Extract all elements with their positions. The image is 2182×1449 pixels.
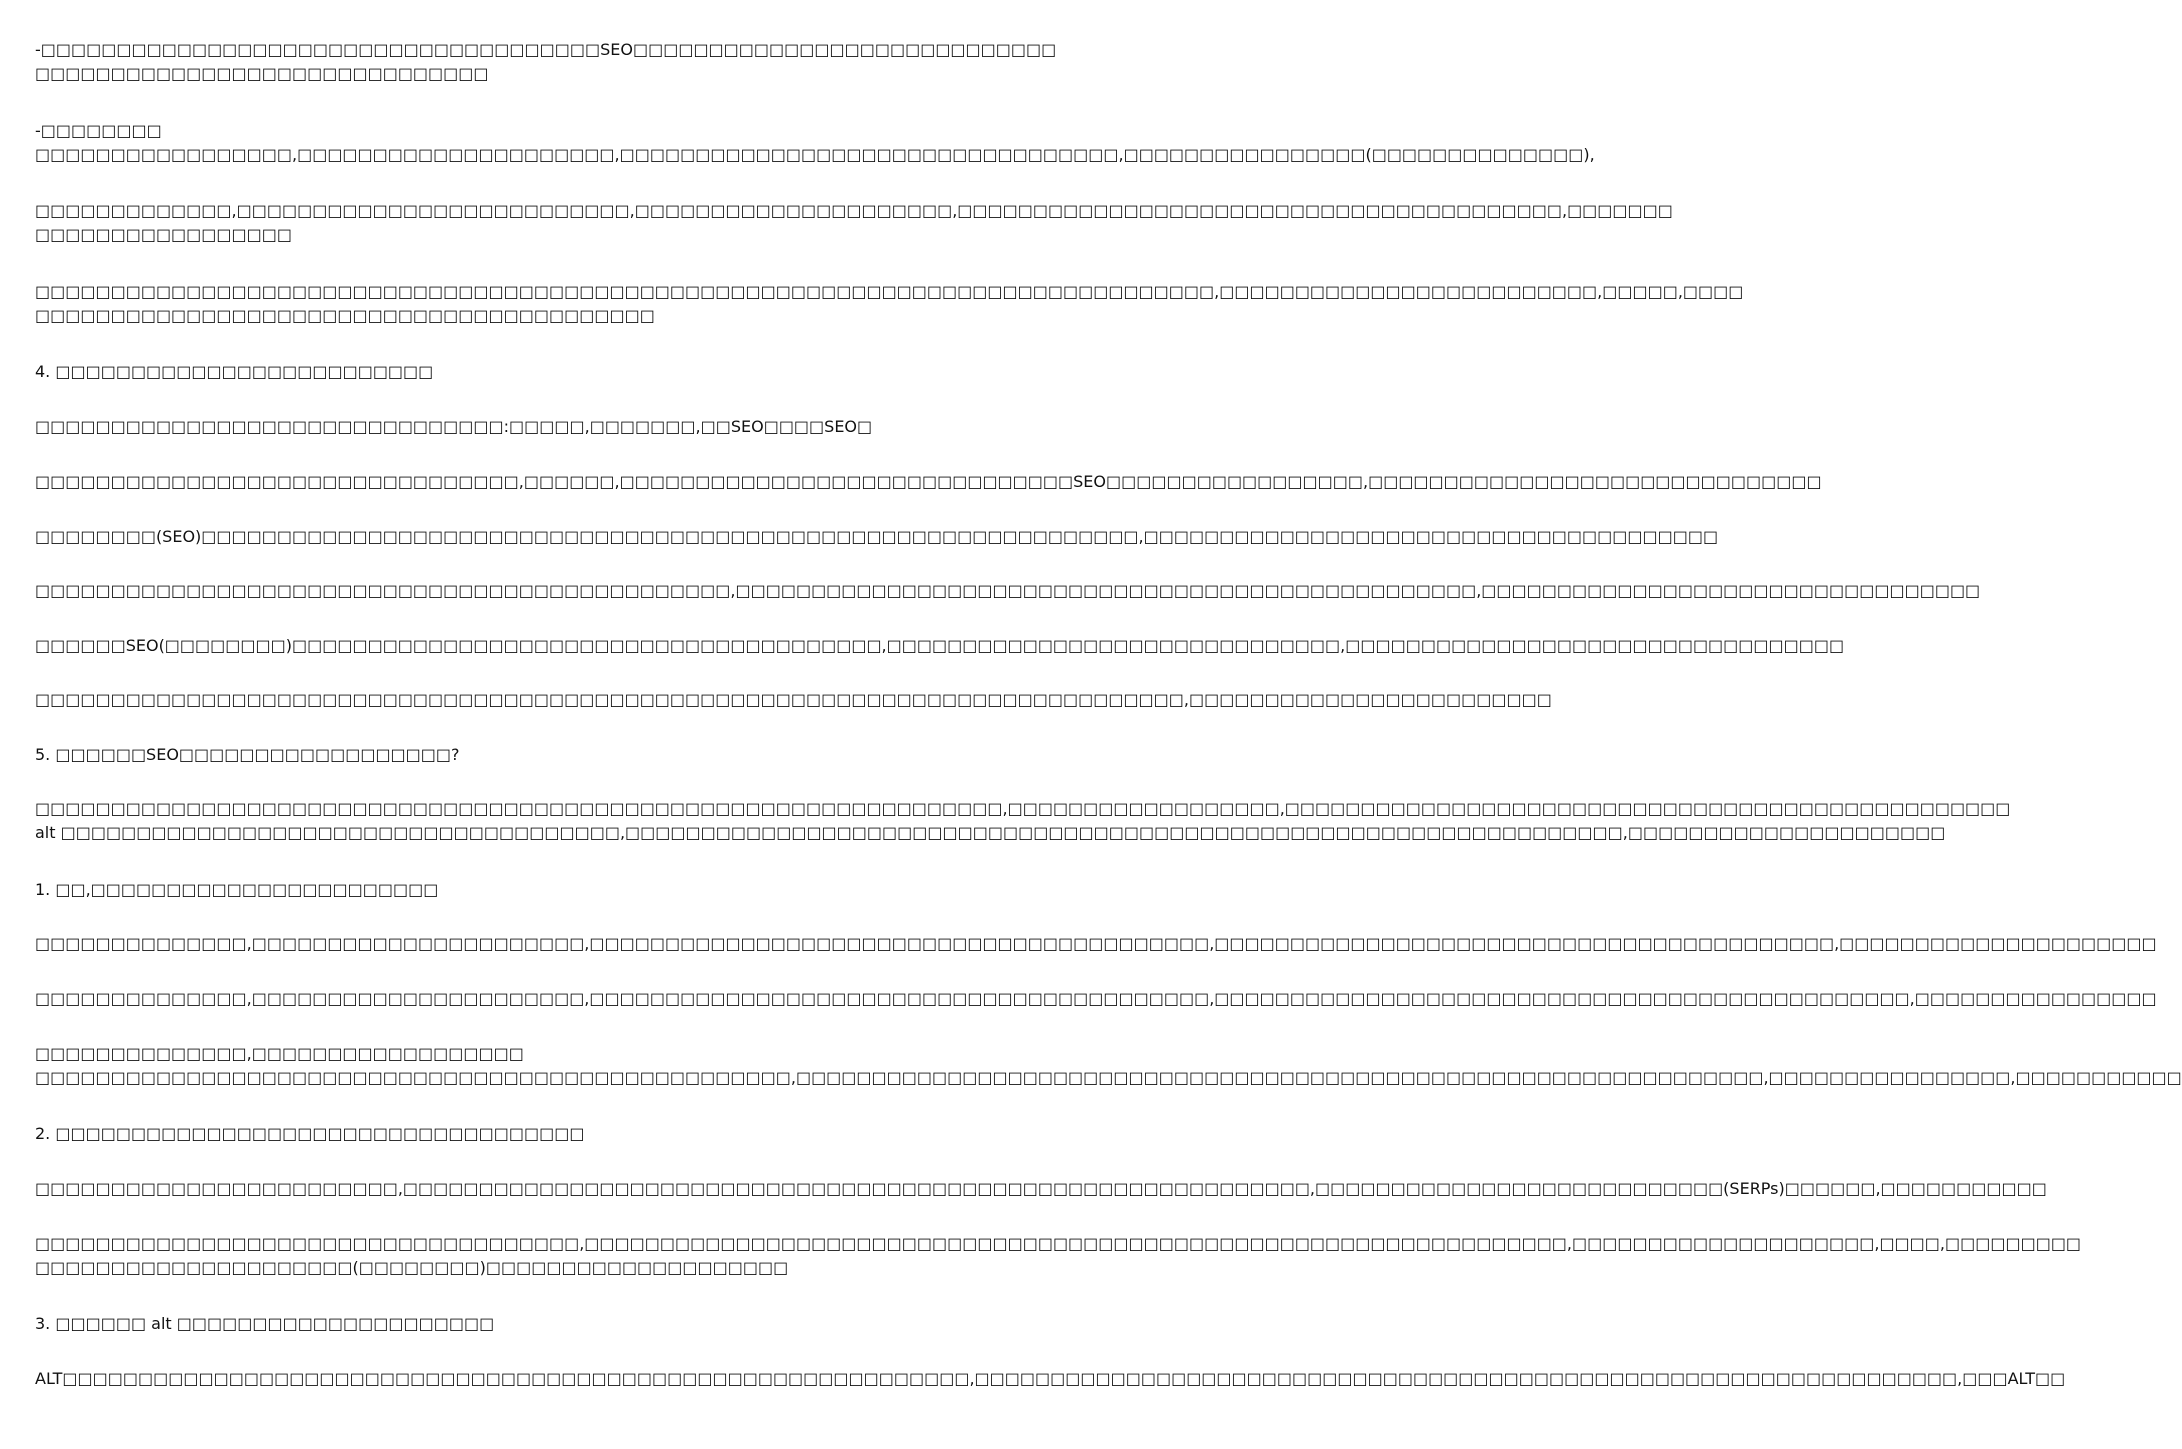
text-line: □□□□□□□□□□□□□□□□□□□□□□□□□□□□□□: [35, 64, 489, 83]
paragraph: [35, 1177, 2047, 1201]
paragraph: [35, 1232, 2082, 1280]
text-line: □□□□□□□□□□□□□□,□□□□□□□□□□□□□□□□□□: [35, 1044, 524, 1063]
text-line: □□□□□□□□□□□□□□□□□□□□□□□□□□□□□□□□□□□□□□□□□□□□□□,□□□□□□□□□□□□□□□□□□□□□□□□□□□□□□□□□□□□□□□□□□□□□□□□□,□□□□□□□□□□□□□□□□□□□□□□□□□□□□□□□□□: [35, 581, 1981, 600]
paragraph: [35, 688, 1552, 712]
paragraph: [35, 199, 1673, 247]
text-line: □□□□□□□□□□□□□□□□□□□□□□□□□□□□□□□□□□□□□□□□□□□□□□□□□□□□□□□□□□□□□□□□,□□□□□□□□□□□□□□□□□□,□□□□□□□□□□□□□□□□□□□□□□□□□□□□□□□□□□□□□□□□□□□□□□□□: [35, 799, 2011, 818]
paragraph: [35, 579, 1981, 603]
paragraph: [35, 987, 2157, 1011]
text-line: □□□□□□□□□□□□□□□□□□□□□□□□□□□□□□□□□□□□□□□□□□□□□□□□□□□□□□□□□□□□□□□□□□□□□□□□□□□□□□,□□□□□□□□□□□□□□□□□□□□□□□□□,□□□□□,□□□□: [35, 282, 1744, 301]
text-line: □□□□□□□□□□□□□□,□□□□□□□□□□□□□□□□□□□□□□,□□□□□□□□□□□□□□□□□□□□□□□□□□□□□□□□□□□□□□□□□,□□□□□□□□□□□□□□□□□□□□□□□□□□□□□□□□□□□□□□□□□,□□□□□□□□□□□□□□□□□□□□□: [35, 934, 2157, 953]
heading-text: 5. □□□□□□SEO□□□□□□□□□□□□□□□□□□?: [35, 745, 460, 764]
paragraph: [35, 634, 1845, 658]
paragraph: [35, 1042, 2182, 1090]
text-line: □□□□□□□□□□□□□□,□□□□□□□□□□□□□□□□□□□□□□,□□□□□□□□□□□□□□□□□□□□□□□□□□□□□□□□□□□□□□□□□,□□□□□□□□□□□□□□□□□□□□□□□□□□□□□□□□□□□□□□□□□□□□□□,□□□□□□□□□□□□□□□□: [35, 989, 2157, 1008]
paragraph: [35, 280, 1744, 328]
text-line: ALT□□□□□□□□□□□□□□□□□□□□□□□□□□□□□□□□□□□□□□□□□□□□□□□□□□□□□□□□□□□□,□□□□□□□□□□□□□□□□□□□□□□□□□□□□□□□□□□□□□□□□□□□□□□□□□□□□□□□□□□□□□□□□□,□□□ALT□□: [35, 1369, 2066, 1388]
text-line: □□□□□□□□□□□□□□□□□□□□□□□□□□□□□□□□,□□□□□□,□□□□□□□□□□□□□□□□□□□□□□□□□□□□□□SEO□□□□□□□□□□□□□□□□□,□□□□□□□□□□□□□□□□□□□□□□□□□□□□□□: [35, 472, 1822, 491]
section-heading: [35, 878, 990, 902]
paragraph: [35, 470, 1822, 494]
text-line: □□□□□□□□□□□□□□□□□□□□□□□□□□□□□□□□□□□□□□□□□□□□□□□□□□,□□□□□□□□□□□□□□□□□□□□□□□□□□□□□□□□□□□□□□□□□□□□□□□□□□□□□□□□□□□□□□□□,□□□□□□□□□□□□□□□□,□□□□□□□□□□□: [35, 1068, 2182, 1087]
text-line: □□□□□□□□(SEO)□□□□□□□□□□□□□□□□□□□□□□□□□□□□□□□□□□□□□□□□□□□□□□□□□□□□□□□□□□□□□□,□□□□□□□□□□□□□□□□□□□□□□□□□□□□□□□□□□□□□□: [35, 527, 1719, 546]
text-line: □□□□□□□□□□□□□□□□□: [35, 225, 292, 244]
text-line: □□□□□□□□□□□□□□□□□□□□□□□□□□□□□□□□□□□□□□□□□□□□□□□□□□□□□□□□□□□□□□□□□□□□□□□□□□□□,□□□□□□□□□□□□□□□□□□□□□□□□: [35, 690, 1552, 709]
heading-text: 4. □□□□□□□□□□□□□□□□□□□□□□□□□: [35, 362, 434, 381]
text-line: alt □□□□□□□□□□□□□□□□□□□□□□□□□□□□□□□□□□□□□,□□□□□□□□□□□□□□□□□□□□□□□□□□□□□□□□□□□□□□□□□□□□□□□□□□□□□□□□□□□□□□□□□□,□□□□□□□□□□□□□□□□□□□□□: [35, 823, 1946, 842]
text-line: □□□□□□□□□□□□□□□□□□□□□□□□□□□□□□□□□□□□□□□□□: [35, 306, 655, 325]
text-line: □□□□□□□□□□□□□□□□□,□□□□□□□□□□□□□□□□□□□□□,□□□□□□□□□□□□□□□□□□□□□□□□□□□□□□□□□,□□□□□□□□□□□□□□□□(□□□□□□□□□□□□□□),: [35, 145, 1595, 164]
text-line: □□□□□□SEO(□□□□□□□□)□□□□□□□□□□□□□□□□□□□□□□□□□□□□□□□□□□□□□□□,□□□□□□□□□□□□□□□□□□□□□□□□□□□□□□,□□□□□□□□□□□□□□□□□□□□□□□□□□□□□□□□□: [35, 636, 1845, 655]
paragraph: [35, 415, 990, 439]
heading-text: 1. □□,□□□□□□□□□□□□□□□□□□□□□□□: [35, 880, 439, 899]
paragraph: [35, 1367, 2066, 1391]
text-line: □□□□□□□□□□□□□,□□□□□□□□□□□□□□□□□□□□□□□□□□,□□□□□□□□□□□□□□□□□□□□□,□□□□□□□□□□□□□□□□□□□□□□□□□□□□□□□□□□□□□□□□,□□□□□□□: [35, 201, 1673, 220]
text-line: □□□□□□□□□□□□□□□□□□□□□□□□□□□□□□□□□□□□,□□□□□□□□□□□□□□□□□□□□□□□□□□□□□□□□□□□□□□□□□□□□□□□□□□□□□□□□□□□□□□□□□,□□□□□□□□□□□□□□□□□□□□,□□□□,□□□□□□□□□: [35, 1234, 2082, 1253]
paragraph: [35, 525, 1719, 549]
section-heading: [35, 1312, 990, 1336]
text-line: □□□□□□□□□□□□□□□□□□□□□□□□□□□□□□□:□□□□□,□□□□□□□,□□SEO□□□□SEO□: [35, 417, 873, 436]
heading-text: 2. □□□□□□□□□□□□□□□□□□□□□□□□□□□□□□□□□□□: [35, 1124, 585, 1143]
heading-text: 3. □□□□□□ alt □□□□□□□□□□□□□□□□□□□□□: [35, 1314, 495, 1333]
paragraph: [35, 932, 2157, 956]
paragraph: [35, 38, 1057, 86]
text-line: □□□□□□□□□□□□□□□□□□□□□□□□,□□□□□□□□□□□□□□□□□□□□□□□□□□□□□□□□□□□□□□□□□□□□□□□□□□□□□□□□□□□□,□□□□□□□□□□□□□□□□□□□□□□□□□□□(SERPs)□□□□□□,□□□□□□□□□□□: [35, 1179, 2047, 1198]
paragraph: [35, 797, 2011, 845]
paragraph: [35, 119, 1595, 167]
text-line: -□□□□□□□□□□□□□□□□□□□□□□□□□□□□□□□□□□□□□SEO□□□□□□□□□□□□□□□□□□□□□□□□□□□□: [35, 40, 1057, 59]
text-line: □□□□□□□□□□□□□□□□□□□□□(□□□□□□□□)□□□□□□□□□□□□□□□□□□□□: [35, 1258, 789, 1277]
section-heading: [35, 360, 990, 384]
section-heading: [35, 743, 990, 767]
text-line: -□□□□□□□□: [35, 121, 162, 140]
section-heading: [35, 1122, 990, 1146]
